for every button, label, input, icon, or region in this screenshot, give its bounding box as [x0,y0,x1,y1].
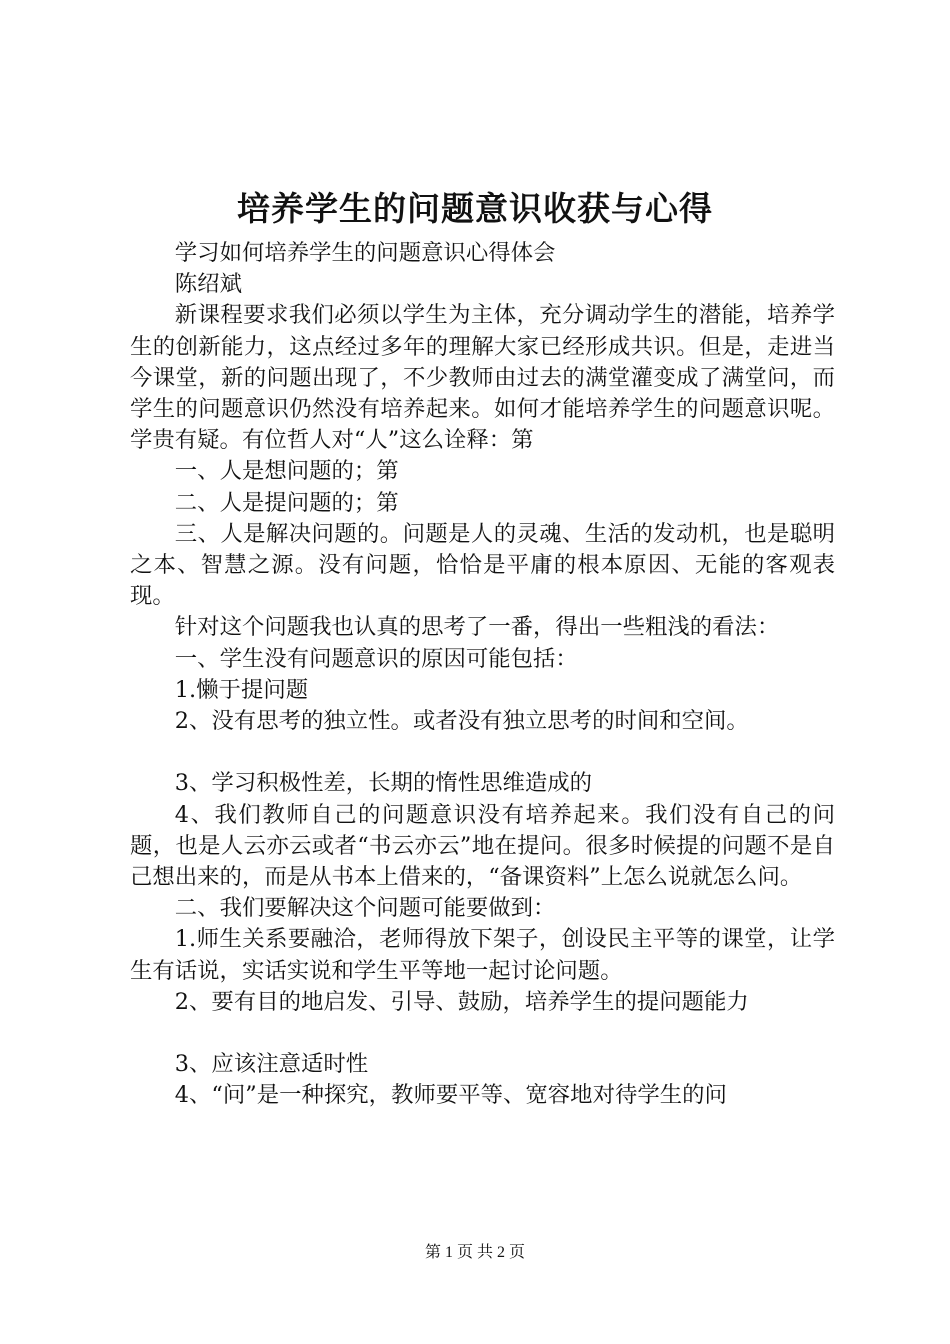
author-name: 陈绍斌 [174,271,242,298]
blank-line [130,737,835,768]
list-item: 4、“问”是一种探究，教师要平等、宽容地对待学生的问 [174,1082,727,1109]
body-paragraph: 针对这个问题我也认真的思考了一番，得出一些粗浅的看法： [174,614,780,641]
page-footer: 第 1 页 共 2 页 [424,1244,525,1261]
document-title: 培养学生的问题意识收获与心得 [237,189,713,228]
list-item: 1.懒于提问题 [174,676,309,703]
list-item: 2、要有目的地启发、引导、鼓励，培养学生的提问题能力 [174,988,749,1015]
body-paragraph: 学习如何培养学生的问题意识心得体会 [174,240,556,266]
body-paragraph: 新课程要求我们必须以学生为主体，充分调动学生的潜能，培养学生的创新能力，这点经过多年的理解大家已经形成共识。但是，走进当今课堂，新的问题出现了，不少教师由过去的满堂灌变成了满堂问，而学生的问题意识仍然没有培养起来。如何才能培养学生的问题意识呢。学贵有疑。有位哲人对“人”这么诠释：第 [130,302,835,454]
list-item: 3、应该注意适时性 [174,1051,369,1078]
list-item: 3、学习积极性差，长期的惰性思维造成的 [174,770,593,797]
list-item: 2、没有思考的独立性。或者没有独立思考的时间和空间。 [174,708,749,735]
section-heading: 一、学生没有问题意识的原因可能包括： [174,645,578,672]
section-heading: 二、我们要解决这个问题可能要做到： [174,895,556,922]
blank-line [130,1018,835,1049]
body-paragraph: 二、人是提问题的；第 [174,489,399,516]
body-paragraph: 三、人是解决问题的。问题是人的灵魂、生活的发动机，也是聪明之本、智慧之源。没有问题，恰恰是平庸的根本原因、无能的客观表现。 [130,520,835,610]
document-body [130,238,835,1112]
list-item: 1.师生关系要融洽，老师得放下架子，创设民主平等的课堂，让学生有话说，实话实说和学生平等地一起讨论问题。 [130,926,835,984]
list-item: 4、我们教师自己的问题意识没有培养起来。我们没有自己的问题，也是人云亦云或者“书云亦云”地在提问。很多时候提的问题不是自己想出来的，而是从书本上借来的，“备课资料”上怎么说就怎么问。 [130,801,835,891]
body-paragraph: 一、人是想问题的；第 [174,458,399,485]
